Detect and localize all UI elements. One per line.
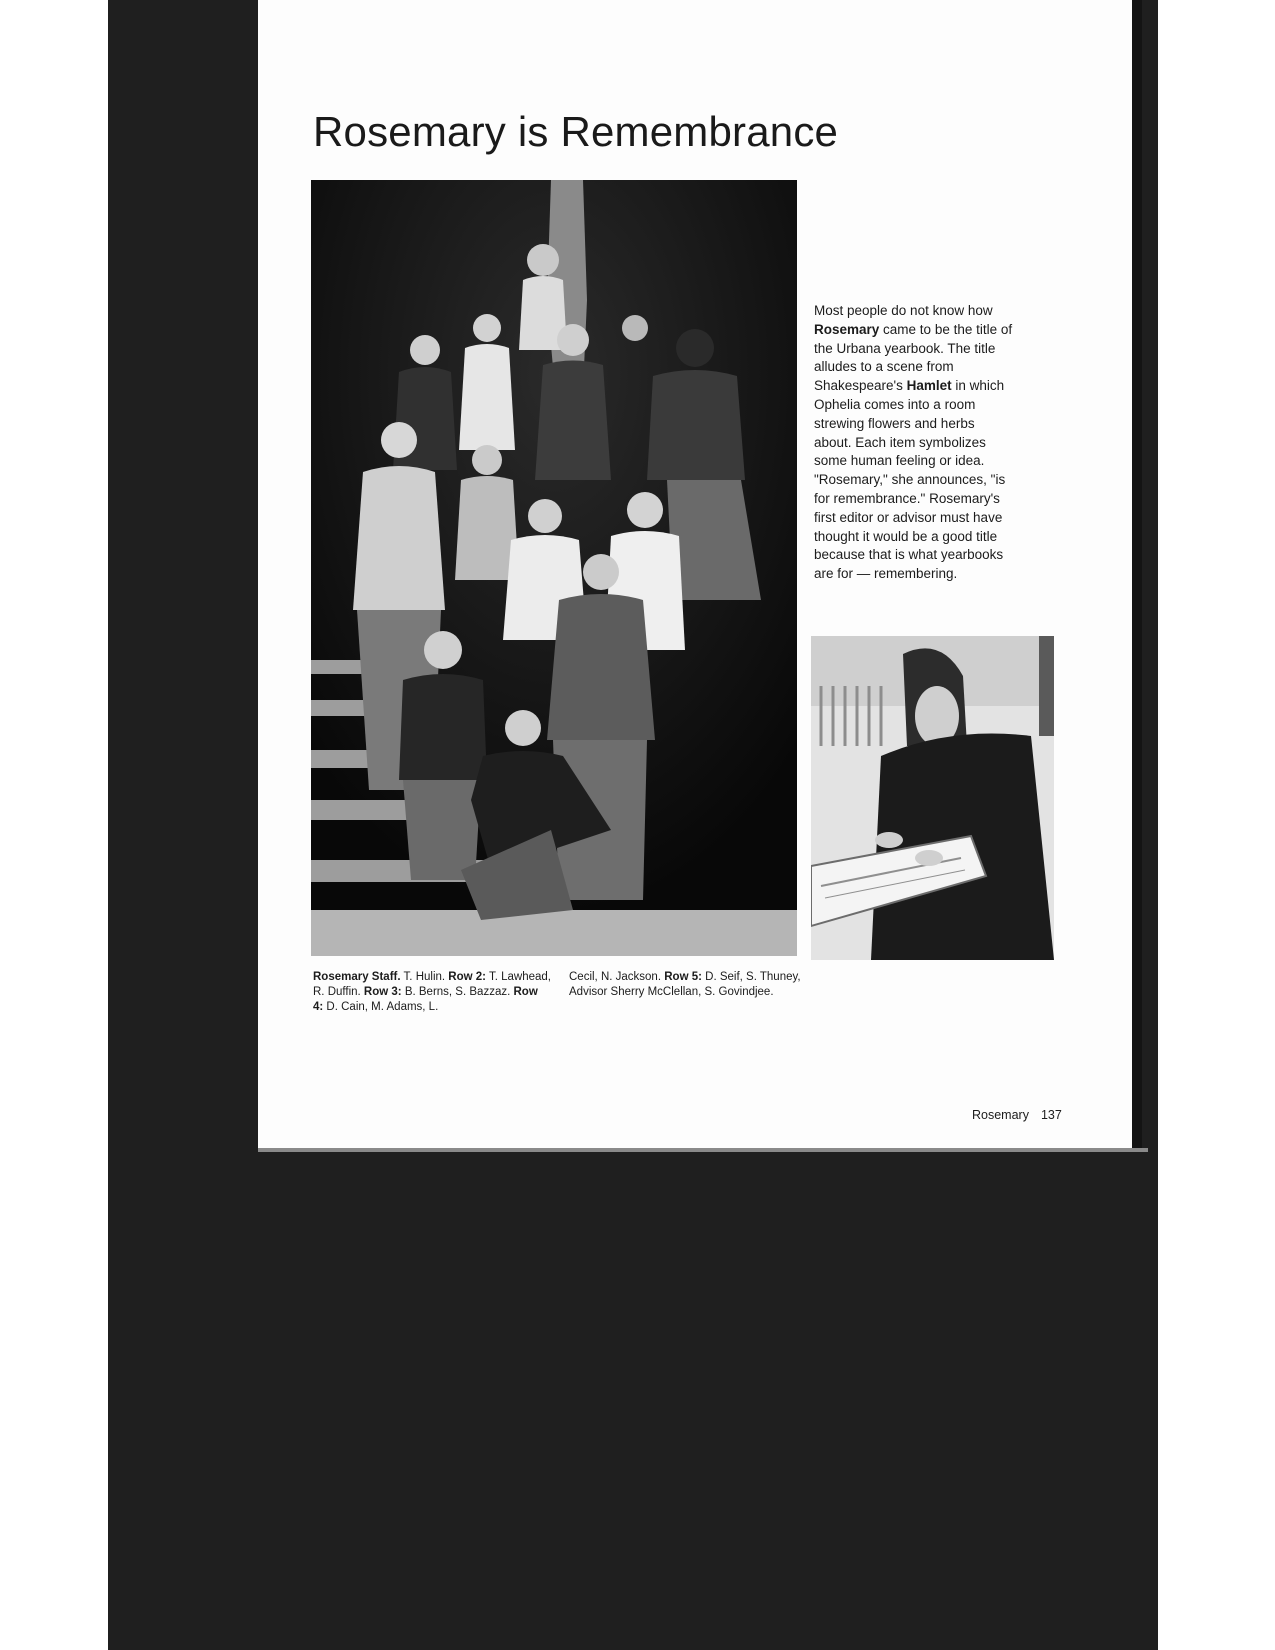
page-number: 137: [1040, 1108, 1062, 1122]
caption-text: D. Seif, S. Thuney, Advisor Sherry McClellan, S. Govindjee.: [569, 971, 801, 998]
caption-heading: Rosemary Staff.: [313, 971, 401, 983]
story-text-span: in which Ophelia comes into a room strewing flowers and herbs about. Each item symbolizes some human feeling or idea. "Rosemary," she announces, "is for remembrance." Rosemary's first editor or advisor must have thought it would be a good title because that is what yearbooks are for — remembering.: [814, 378, 1006, 582]
story-emphasis-rosemary: Rosemary: [814, 321, 880, 337]
caption-row-label: Row 2:: [448, 971, 486, 983]
story-emphasis-hamlet: Hamlet: [906, 378, 952, 394]
page-title: Rosemary is Remembrance: [313, 108, 839, 155]
page-edge: [258, 1148, 1148, 1152]
caption-row-label: Row 4:: [313, 986, 538, 1013]
caption-text: T. Lawhead, R. Duffin.: [313, 971, 552, 998]
photo-caption-left: [313, 970, 551, 1015]
story-text-span: Most people do not know how: [814, 303, 993, 318]
caption-text: B. Berns, S. Bazzaz.: [401, 986, 514, 998]
folio-section: Rosemary: [972, 1108, 1029, 1122]
photo-caption-right: [569, 970, 807, 1000]
group-photo: [311, 180, 797, 956]
caption-text: D. Cain, M. Adams, L.: [323, 1001, 439, 1013]
page-folio: [972, 1108, 1062, 1122]
story-text-span: came to be the title of the Urbana yearbook. The title alludes to a scene from Shakespeare's: [814, 321, 1013, 394]
caption-text: T. Hulin.: [400, 971, 449, 983]
caption-row-label: Row 3:: [363, 986, 402, 998]
caption-row-label: Row 5:: [664, 971, 702, 983]
caption-text: Cecil, N. Jackson.: [569, 971, 665, 983]
layout-desk-photo: [811, 636, 1054, 960]
story-text: [814, 302, 1014, 584]
